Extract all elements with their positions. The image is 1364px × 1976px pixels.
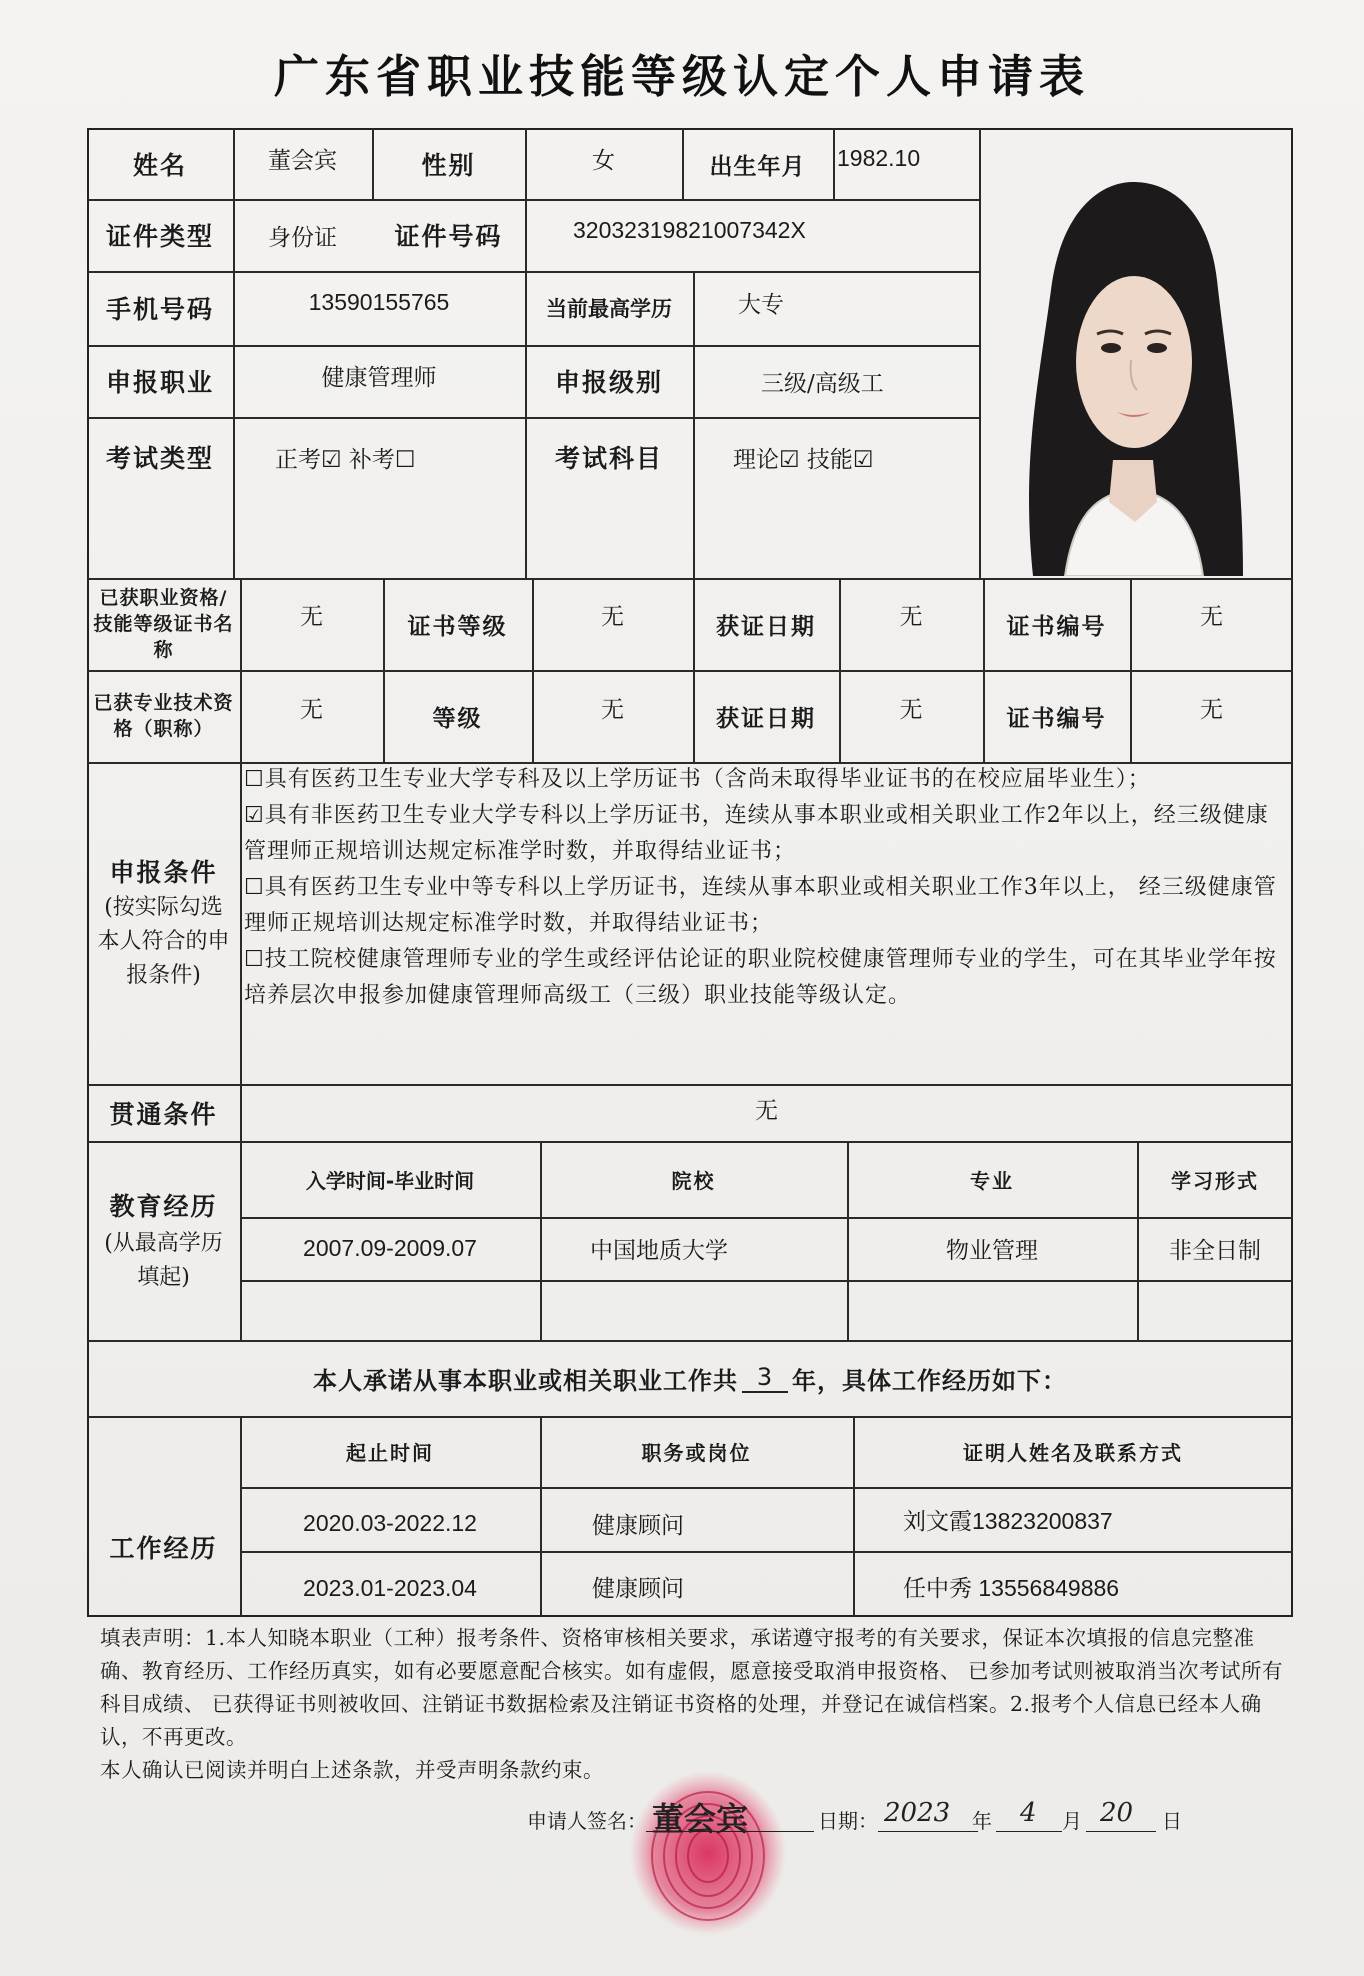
cert2-date-label: 获证日期 xyxy=(716,705,816,732)
work-row-position: 健康顾问 xyxy=(592,1574,684,1601)
signature-label: 申请人签名： xyxy=(527,1809,647,1833)
applicant-photo xyxy=(981,130,1291,576)
cert1-name-label: 已获职业资格/技能等级证书名称 xyxy=(93,587,234,661)
phone-value: 13590155765 xyxy=(308,288,450,315)
condition-item: ☐具有医药卫生专业大学专科及以上学历证书（含尚未取得毕业证书的在校应届毕业生）； xyxy=(244,767,1151,792)
edu-row-major: 物业管理 xyxy=(946,1237,1038,1263)
condition-item: ☑具有非医药卫生专业大学专科以上学历证书，连续从事本职业或相关职业工作2年以上，经三级健康管理师正规培训达规定标准学时数，并取得结业证书； xyxy=(244,803,1269,864)
edu-row-form: 非全日制 xyxy=(1169,1237,1261,1263)
conditions-list xyxy=(244,762,1288,1014)
year-line xyxy=(878,1831,978,1832)
exam-type-label: 考试类型 xyxy=(105,444,214,473)
cert1-no-label: 证书编号 xyxy=(1006,613,1107,640)
id-no-label: 证件号码 xyxy=(394,222,503,251)
condition-item: ☐技工院校健康管理师专业的学生或经评估论证的职业院校健康管理师专业的学生，可在其毕业学年按培养层次申报参加健康管理师高级工（三级）职业技能等级认定。 xyxy=(244,947,1277,1008)
declaration-confirm: 本人确认已阅读并明白上述条款，并受声明条款约束。 xyxy=(100,1758,604,1782)
cert2-name-value: 无 xyxy=(300,696,323,723)
commitment-prefix: 本人承诺从事本职业或相关职业工作共 xyxy=(313,1366,738,1395)
edu-row-period: 2007.09-2009.07 xyxy=(303,1235,477,1261)
gender-label: 性别 xyxy=(421,151,476,180)
conditions-label-cell xyxy=(87,762,240,1084)
through-label: 贯通条件 xyxy=(109,1099,218,1129)
birth-label: 出生年月 xyxy=(709,153,806,180)
month-line xyxy=(996,1831,1062,1832)
gender-value: 女 xyxy=(592,147,615,174)
fingerprint-stamp xyxy=(618,1758,798,1938)
day-unit: 日 xyxy=(1162,1809,1182,1833)
education-label: 当前最高学历 xyxy=(546,297,672,321)
work-position-header: 职务或岗位 xyxy=(641,1441,752,1465)
occupation-label: 申报职业 xyxy=(105,368,214,397)
birth-value: 1982.10 xyxy=(837,144,921,171)
cert1-level-value: 无 xyxy=(601,603,624,630)
name-value: 董会宾 xyxy=(268,147,337,174)
exam-subject-label: 考试科目 xyxy=(554,444,663,473)
cert2-grade-label: 等级 xyxy=(432,705,483,732)
year-unit: 年 xyxy=(972,1809,992,1833)
day-line xyxy=(1086,1831,1156,1832)
education-value: 大专 xyxy=(738,291,784,318)
cert1-no-value: 无 xyxy=(1200,603,1223,630)
cert2-date-value: 无 xyxy=(899,696,923,723)
name-label: 姓名 xyxy=(132,151,187,180)
id-no-value: 32032319821007342X xyxy=(573,216,806,243)
month-unit: 月 xyxy=(1062,1809,1082,1833)
phone-label: 手机号码 xyxy=(105,295,214,324)
commitment-suffix: 年，具体工作经历如下： xyxy=(792,1366,1067,1395)
declaration-text: 填表声明：1.本人知晓本职业（工种）报考条件、资格审核相关要求，承诺遵守报考的有关要求，保证本次填报的信息完整准确、教育经历、工作经历真实，如有必要愿意配合核实。如有虚假，愿意接受取消申报资格、 已参加考试则被取消当次考试所有科目成绩、 已获得证书则被收回、注销证书数据检索及注销证书资格的处理，并登记在诚信档案。2.报考个人信息已经本人确认，不再更改。 xyxy=(100,1626,1284,1749)
sign-month: 4 xyxy=(1020,1798,1037,1828)
commitment-statement xyxy=(87,1340,1293,1416)
work-row-period: 2023.01-2023.04 xyxy=(303,1574,477,1601)
id-type-value: 身份证 xyxy=(268,224,337,251)
edu-row-school: 中国地质大学 xyxy=(590,1237,728,1263)
form-title: 广东省职业技能等级认定个人申请表 xyxy=(273,50,1090,103)
conditions-note: (按实际勾选本人符合的申报条件) xyxy=(97,895,230,988)
signature-name: 董会宾 xyxy=(652,1800,749,1838)
level-value: 三级/高级工 xyxy=(761,370,884,397)
work-witness-header: 证明人姓名及联系方式 xyxy=(963,1441,1183,1465)
edu-period-header: 入学时间-毕业时间 xyxy=(305,1168,475,1193)
cert2-grade-value: 无 xyxy=(601,696,624,723)
work-row-witness: 任中秀 13556849886 xyxy=(903,1574,1120,1601)
cert2-name-label: 已获专业技术资格（职称） xyxy=(93,692,234,740)
cert2-no-value: 无 xyxy=(1200,696,1223,723)
edu-history-label-cell xyxy=(87,1141,240,1340)
date-label: 日期： xyxy=(818,1809,878,1833)
work-period-header: 起止时间 xyxy=(346,1441,434,1465)
exam-type-value: 正考☑ 补考☐ xyxy=(275,446,416,473)
sign-day: 20 xyxy=(1100,1798,1134,1828)
edu-school-header: 院校 xyxy=(671,1168,716,1193)
edu-history-label: 教育经历 xyxy=(109,1191,218,1221)
conditions-label: 申报条件 xyxy=(109,858,218,887)
cert1-date-label: 获证日期 xyxy=(716,613,816,640)
id-type-label: 证件类型 xyxy=(105,222,214,251)
work-row-witness: 刘文霞13823200837 xyxy=(903,1507,1113,1534)
edu-form-header: 学习形式 xyxy=(1171,1168,1259,1193)
level-label: 申报级别 xyxy=(554,368,663,397)
occupation-value: 健康管理师 xyxy=(321,364,437,391)
condition-item: ☐具有医药卫生专业中等专科以上学历证书，连续从事本职业或相关职业工作3年以上， 经三级健康管理师正规培训达规定标准学时数，并取得结业证书； xyxy=(244,875,1277,936)
edu-history-note: (从最高学历填起) xyxy=(104,1230,223,1290)
through-value: 无 xyxy=(755,1098,778,1124)
work-history-label: 工作经历 xyxy=(109,1533,218,1563)
cert1-date-value: 无 xyxy=(899,603,923,630)
row-line xyxy=(240,1280,1293,1282)
commitment-years: 3 xyxy=(742,1363,788,1393)
exam-subject-value: 理论☑ 技能☑ xyxy=(733,446,874,473)
work-row-position: 健康顾问 xyxy=(592,1511,684,1538)
sign-year: 2023 xyxy=(884,1798,951,1828)
edu-major-header: 专业 xyxy=(970,1168,1014,1193)
cert2-no-label: 证书编号 xyxy=(1006,705,1107,732)
cert1-level-label: 证书等级 xyxy=(407,613,508,640)
work-row-period: 2020.03-2022.12 xyxy=(303,1509,477,1536)
cert1-name-value: 无 xyxy=(300,603,323,630)
